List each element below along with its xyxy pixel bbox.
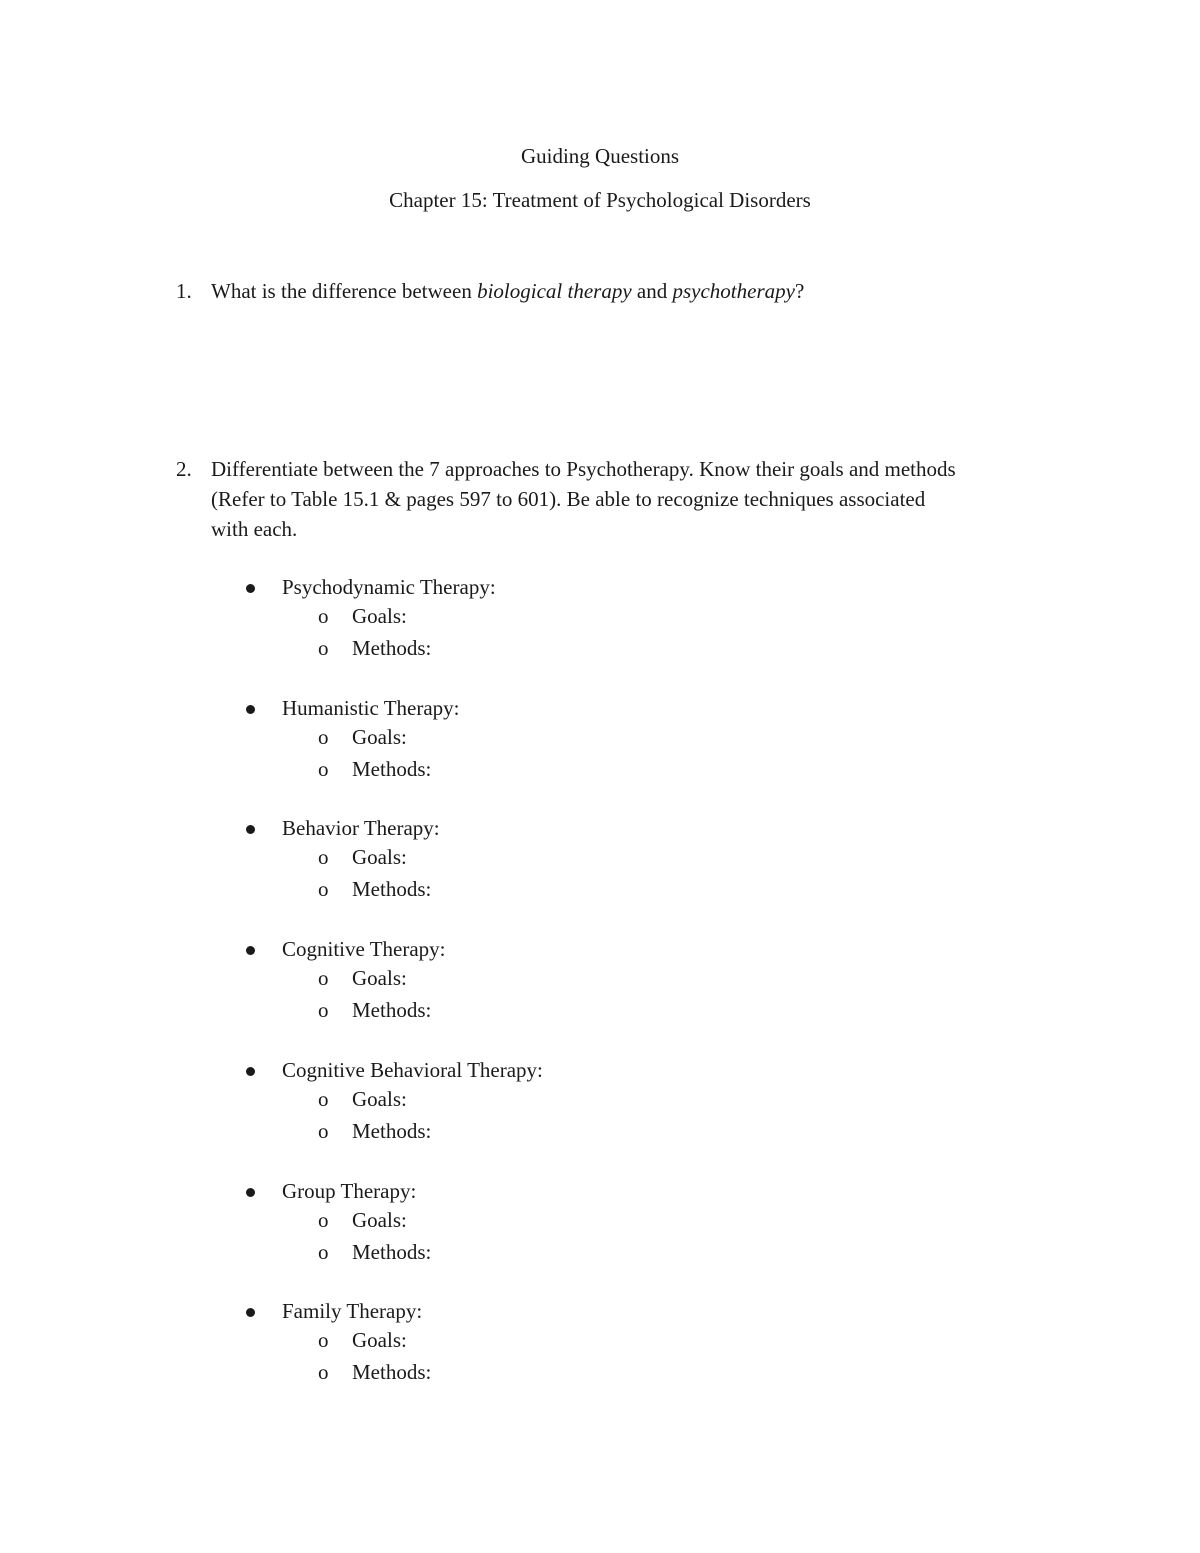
- therapy-item: [0, 572, 1200, 672]
- sub-bullet-icon: o: [318, 966, 329, 991]
- sub-bullet-icon: o: [318, 1086, 329, 1111]
- methods-label: Methods:: [352, 1239, 432, 1264]
- term-psychotherapy: psychotherapy: [672, 279, 795, 303]
- goals-label: Goals:: [352, 724, 407, 749]
- sub-bullet-icon: o: [318, 636, 329, 660]
- question-text: [211, 276, 1071, 306]
- therapy-name: Cognitive Behavioral Therapy:: [282, 1057, 543, 1082]
- sub-bullet-icon: o: [318, 845, 329, 870]
- therapy-name: Psychodynamic Therapy:: [282, 575, 496, 599]
- sub-bullet-icon: o: [318, 1118, 329, 1143]
- therapy-item: [0, 693, 1200, 793]
- therapy-name: Cognitive Therapy:: [282, 937, 446, 962]
- goals-label: Goals:: [352, 604, 407, 628]
- sub-bullet-icon: o: [318, 756, 329, 781]
- therapy-name: Family Therapy:: [282, 1299, 423, 1324]
- bullet-icon: [246, 584, 255, 593]
- term-biological-therapy: biological therapy: [477, 279, 632, 303]
- goals-label: Goals:: [352, 845, 407, 870]
- methods-label: Methods:: [352, 877, 432, 902]
- methods-label: Methods:: [352, 636, 432, 660]
- goals-label: Goals:: [352, 1207, 407, 1232]
- methods-label: Methods:: [352, 756, 432, 781]
- question-text-line: (Refer to Table 15.1 & pages 597 to 601). Be able to recognize techniques associated: [211, 487, 926, 511]
- document-subtitle: Chapter 15: Treatment of Psychological Disorders: [389, 188, 811, 212]
- therapy-name: Humanistic Therapy:: [282, 695, 460, 720]
- methods-label: Methods:: [352, 1360, 432, 1385]
- sub-bullet-icon: o: [318, 604, 329, 628]
- question-number: 2.: [176, 457, 192, 481]
- question-text-line: Differentiate between the 7 approaches to Psychotherapy. Know their goals and methods: [211, 457, 956, 481]
- sub-bullet-icon: o: [318, 1207, 329, 1232]
- therapy-item: [0, 1055, 1200, 1155]
- bullet-icon: [246, 1188, 255, 1197]
- therapy-item: [0, 934, 1200, 1034]
- therapy-name: Behavior Therapy:: [282, 816, 440, 841]
- therapy-item: [0, 1176, 1200, 1276]
- sub-bullet-icon: o: [318, 1328, 329, 1353]
- bullet-icon: [246, 946, 255, 955]
- bullet-icon: [246, 825, 255, 834]
- sub-bullet-icon: o: [318, 724, 329, 749]
- therapy-name: Group Therapy:: [282, 1178, 417, 1203]
- sub-bullet-icon: o: [318, 877, 329, 902]
- question-text-part: and: [631, 279, 673, 303]
- question-number: 1.: [176, 279, 192, 303]
- methods-label: Methods:: [352, 1118, 432, 1143]
- sub-bullet-icon: o: [318, 998, 329, 1023]
- goals-label: Goals:: [352, 966, 407, 991]
- document-title: Guiding Questions: [520, 144, 680, 168]
- bullet-icon: [246, 705, 255, 714]
- therapy-item: [0, 813, 1200, 913]
- methods-label: Methods:: [352, 998, 432, 1023]
- goals-label: Goals:: [352, 1328, 407, 1353]
- therapy-item: [0, 1296, 1200, 1396]
- question-text-part: What is the difference between: [211, 279, 478, 303]
- bullet-icon: [246, 1308, 255, 1317]
- goals-label: Goals:: [352, 1086, 407, 1111]
- bullet-icon: [246, 1067, 255, 1076]
- question-text-line: with each.: [211, 517, 298, 541]
- sub-bullet-icon: o: [318, 1239, 329, 1264]
- sub-bullet-icon: o: [318, 1360, 329, 1385]
- question-text-part: ?: [794, 279, 805, 303]
